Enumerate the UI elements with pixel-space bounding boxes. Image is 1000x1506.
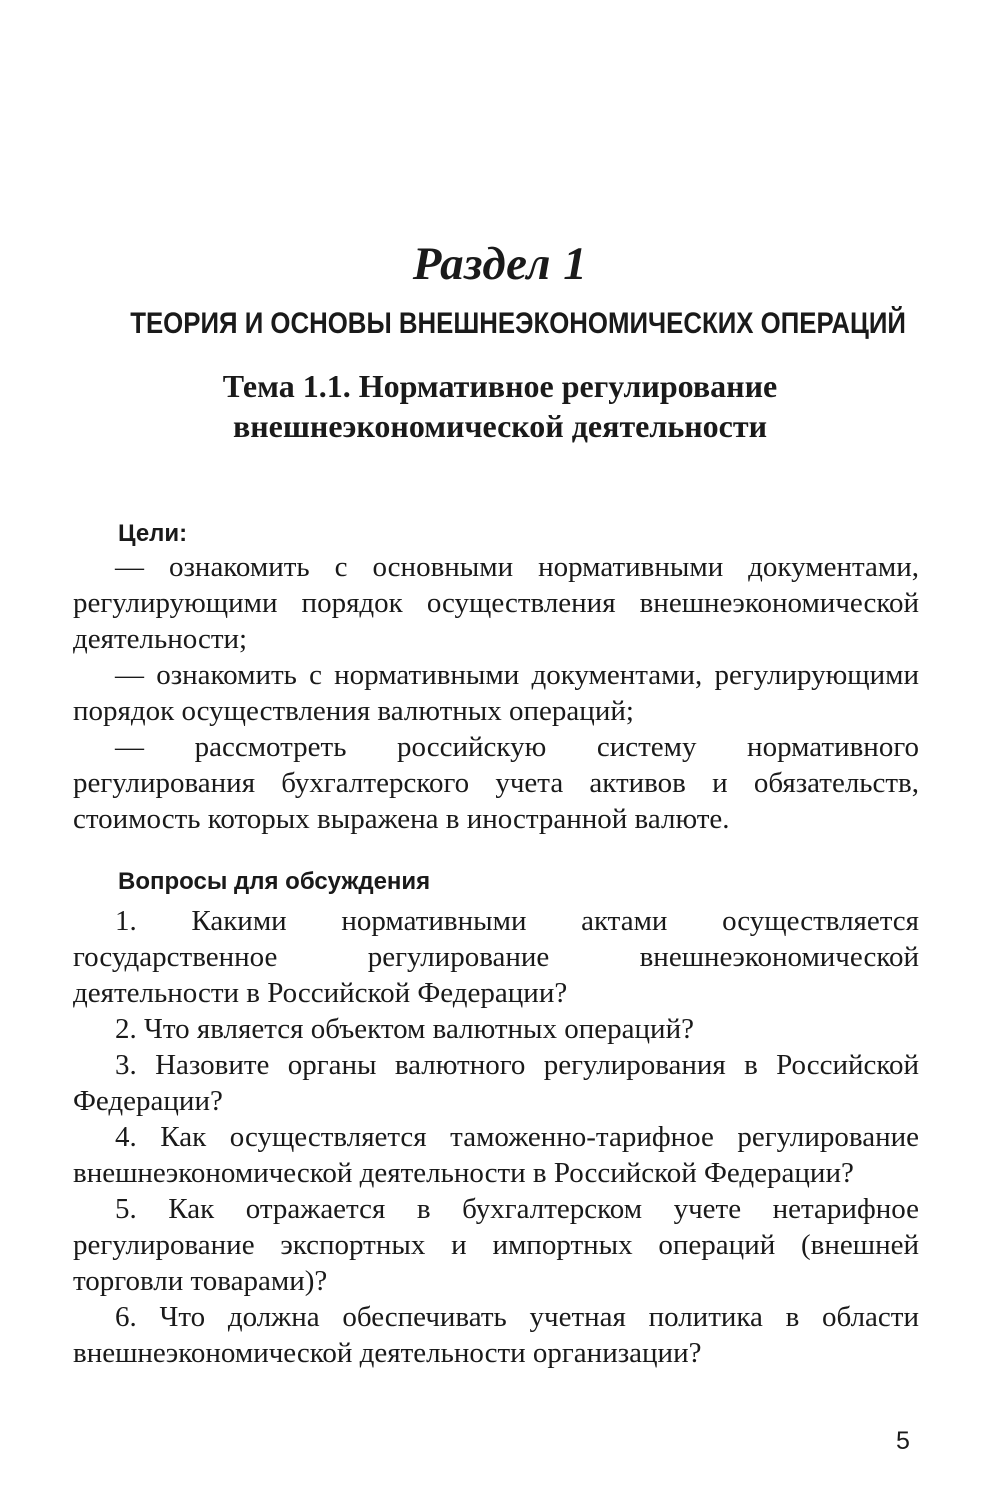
question-item: 3. Назовите органы валютного регулирования в Российской Федерации?: [73, 1049, 919, 1117]
goals-heading: Цели:: [118, 520, 188, 547]
topic-title-line-1: Тема 1.1. Нормативное регулирование: [222, 368, 778, 404]
topic-title-line-2: внешнеэкономической деятельности: [232, 408, 768, 444]
section-title: Раздел 1: [412, 238, 588, 290]
page-number: 5: [896, 1427, 910, 1455]
question-item: 6. Что должна обеспечивать учетная политика в области внешнеэкономической деятельности организации?: [73, 1301, 919, 1369]
question-item: 1. Какими нормативными актами осуществляется государственное регулирование внешнеэкономической деятельности в Российской Федерации?: [73, 905, 919, 1009]
goal-item: — рассмотреть российскую систему нормативного регулирования бухгалтерского учета активов и обязательств, стоимость которых выражена в иностранной валюте.: [73, 731, 919, 835]
section-subtitle: ТЕОРИЯ И ОСНОВЫ ВНЕШНЕЭКОНОМИЧЕСКИХ ОПЕРАЦИЙ: [130, 307, 906, 340]
question-item: 4. Как осуществляется таможенно-тарифное регулирование внешнеэкономической деятельности в Российской Федерации?: [73, 1121, 919, 1189]
goal-item: — ознакомить с основными нормативными документами, регулирующими порядок осуществления внешнеэкономической деятельности;: [73, 551, 919, 655]
questions-list: [73, 903, 919, 1371]
goal-item: — ознакомить с нормативными документами, регулирующими порядок осуществления валютных операций;: [73, 659, 919, 727]
question-item: 2. Что является объектом валютных операций?: [115, 1013, 694, 1045]
questions-heading: Вопросы для обсуждения: [118, 868, 431, 895]
goals-list: [73, 549, 919, 837]
question-item: 5. Как отражается в бухгалтерском учете нетарифное регулирование экспортных и импортных операций (внешней торговли товарами)?: [73, 1193, 919, 1297]
topic-title: [100, 366, 900, 446]
